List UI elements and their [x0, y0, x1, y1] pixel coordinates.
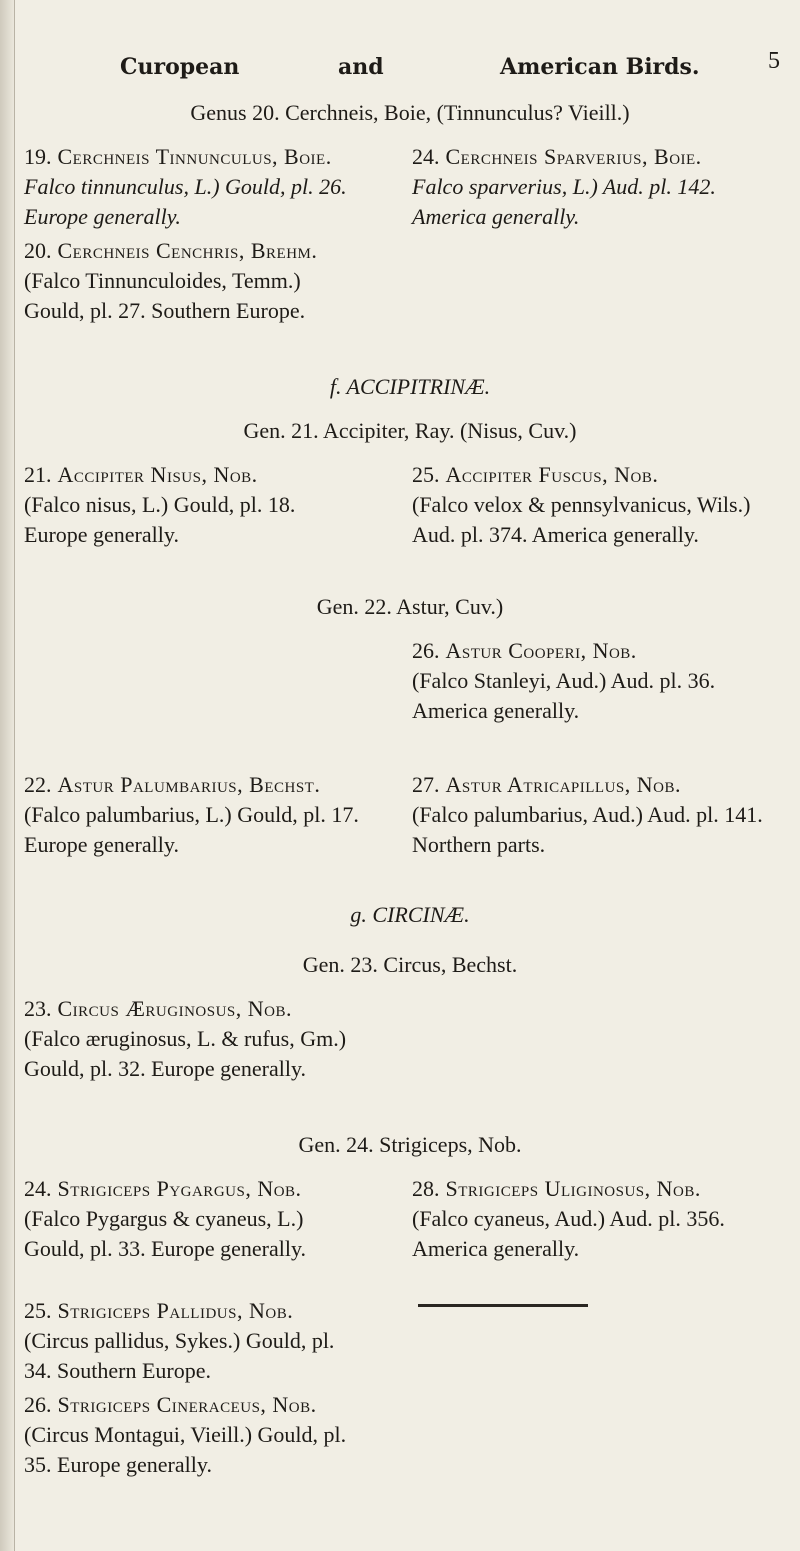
species-text: (Falco Stanleyi, Aud.) Aud. pl. 36. America generally.	[412, 668, 716, 723]
species-name: Astur Atricapillus, Nob.	[445, 772, 681, 797]
species-text: (Falco cyaneus, Aud.) Aud. pl. 356. America generally.	[412, 1206, 725, 1261]
species-name: Strigiceps Cineraceus, Nob.	[57, 1392, 317, 1417]
entry-number: 28.	[412, 1176, 440, 1201]
running-head-right: American Birds.	[500, 54, 700, 80]
species-name: Cerchneis Cenchris, Brehm.	[57, 238, 318, 263]
running-head-left: Curopean	[120, 54, 240, 80]
species-name: Strigiceps Pygargus, Nob.	[57, 1176, 302, 1201]
entry-20	[24, 236, 354, 326]
species-text: Falco sparverius, L.) Aud. pl. 142. America generally.	[412, 174, 716, 229]
entry-19	[24, 142, 354, 232]
species-name: Strigiceps Uliginosus, Nob.	[445, 1176, 701, 1201]
species-name: Astur Cooperi, Nob.	[445, 638, 637, 663]
species-text: (Circus Montagui, Vieill.) Gould, pl. 35. Europe generally.	[24, 1422, 347, 1477]
species-name: Circus Æruginosus, Nob.	[57, 996, 292, 1021]
entry-number: 24.	[412, 144, 440, 169]
entry-23	[24, 994, 364, 1084]
gen-21-heading: Gen. 21. Accipiter, Ray. (Nisus, Cuv.)	[243, 418, 577, 443]
section-f-heading: f. ACCIPITRINÆ.	[329, 374, 491, 399]
species-name: Strigiceps Pallidus, Nob.	[57, 1298, 294, 1323]
species-text: (Falco Pygargus & cyaneus, L.) Gould, pl. 33. Europe generally.	[24, 1206, 307, 1261]
entry-25-pallidus	[24, 1296, 364, 1386]
entry-number: 22.	[24, 772, 52, 797]
entry-26	[412, 636, 782, 726]
species-name: Astur Palumbarius, Bechst.	[57, 772, 321, 797]
entry-number: 19.	[24, 144, 52, 169]
entry-24-sparverius	[412, 142, 782, 232]
species-name: Cerchneis Sparverius, Boie.	[445, 144, 702, 169]
genus-20-heading: Genus 20. Cerchneis, Boie, (Tinnunculus? Vieill.)	[190, 100, 630, 125]
page-number: 5	[768, 48, 780, 74]
entry-22	[24, 770, 364, 860]
entry-number: 21.	[24, 462, 52, 487]
entry-number: 25.	[24, 1298, 52, 1323]
entry-number: 20.	[24, 238, 52, 263]
gen-22-heading: Gen. 22. Astur, Cuv.)	[316, 594, 504, 619]
entry-number: 26.	[412, 638, 440, 663]
entry-27	[412, 770, 782, 860]
species-text: (Falco palumbarius, Aud.) Aud. pl. 141. Northern parts.	[412, 802, 763, 857]
species-text: (Circus pallidus, Sykes.) Gould, pl. 34. Southern Europe.	[24, 1328, 335, 1383]
species-name: Cerchneis Tinnunculus, Boie.	[57, 144, 332, 169]
entry-26-cineraceus	[24, 1390, 364, 1480]
entry-number: 24.	[24, 1176, 52, 1201]
running-head-middle: and	[338, 54, 384, 80]
entry-21	[24, 460, 354, 550]
species-text: (Falco Tinnunculoides, Temm.) Gould, pl. 27. Southern Europe.	[24, 268, 306, 323]
gen-24-heading: Gen. 24. Strigiceps, Nob.	[298, 1132, 522, 1157]
page-gutter	[0, 0, 15, 1551]
gen-23-heading: Gen. 23. Circus, Bechst.	[302, 952, 518, 977]
species-text: (Falco nisus, L.) Gould, pl. 18. Europe generally.	[24, 492, 296, 547]
species-text: (Falco æruginosus, L. & rufus, Gm.) Gould, pl. 32. Europe generally.	[24, 1026, 347, 1081]
species-text: (Falco palumbarius, L.) Gould, pl. 17. Europe generally.	[24, 802, 359, 857]
section-g-heading: g. CIRCINÆ.	[350, 902, 470, 927]
entry-number: 26.	[24, 1392, 52, 1417]
species-text: (Falco velox & pennsylvanicus, Wils.) Aud. pl. 374. America generally.	[412, 492, 751, 547]
end-rule	[418, 1304, 588, 1307]
entry-number: 23.	[24, 996, 52, 1021]
species-text: Falco tinnunculus, L.) Gould, pl. 26. Europe generally.	[24, 174, 347, 229]
entry-number: 25.	[412, 462, 440, 487]
species-name: Accipiter Fuscus, Nob.	[445, 462, 659, 487]
entry-number: 27.	[412, 772, 440, 797]
species-name: Accipiter Nisus, Nob.	[57, 462, 258, 487]
entry-25	[412, 460, 782, 550]
entry-28	[412, 1174, 782, 1264]
running-head	[120, 48, 780, 94]
entry-24-pygargus	[24, 1174, 364, 1264]
